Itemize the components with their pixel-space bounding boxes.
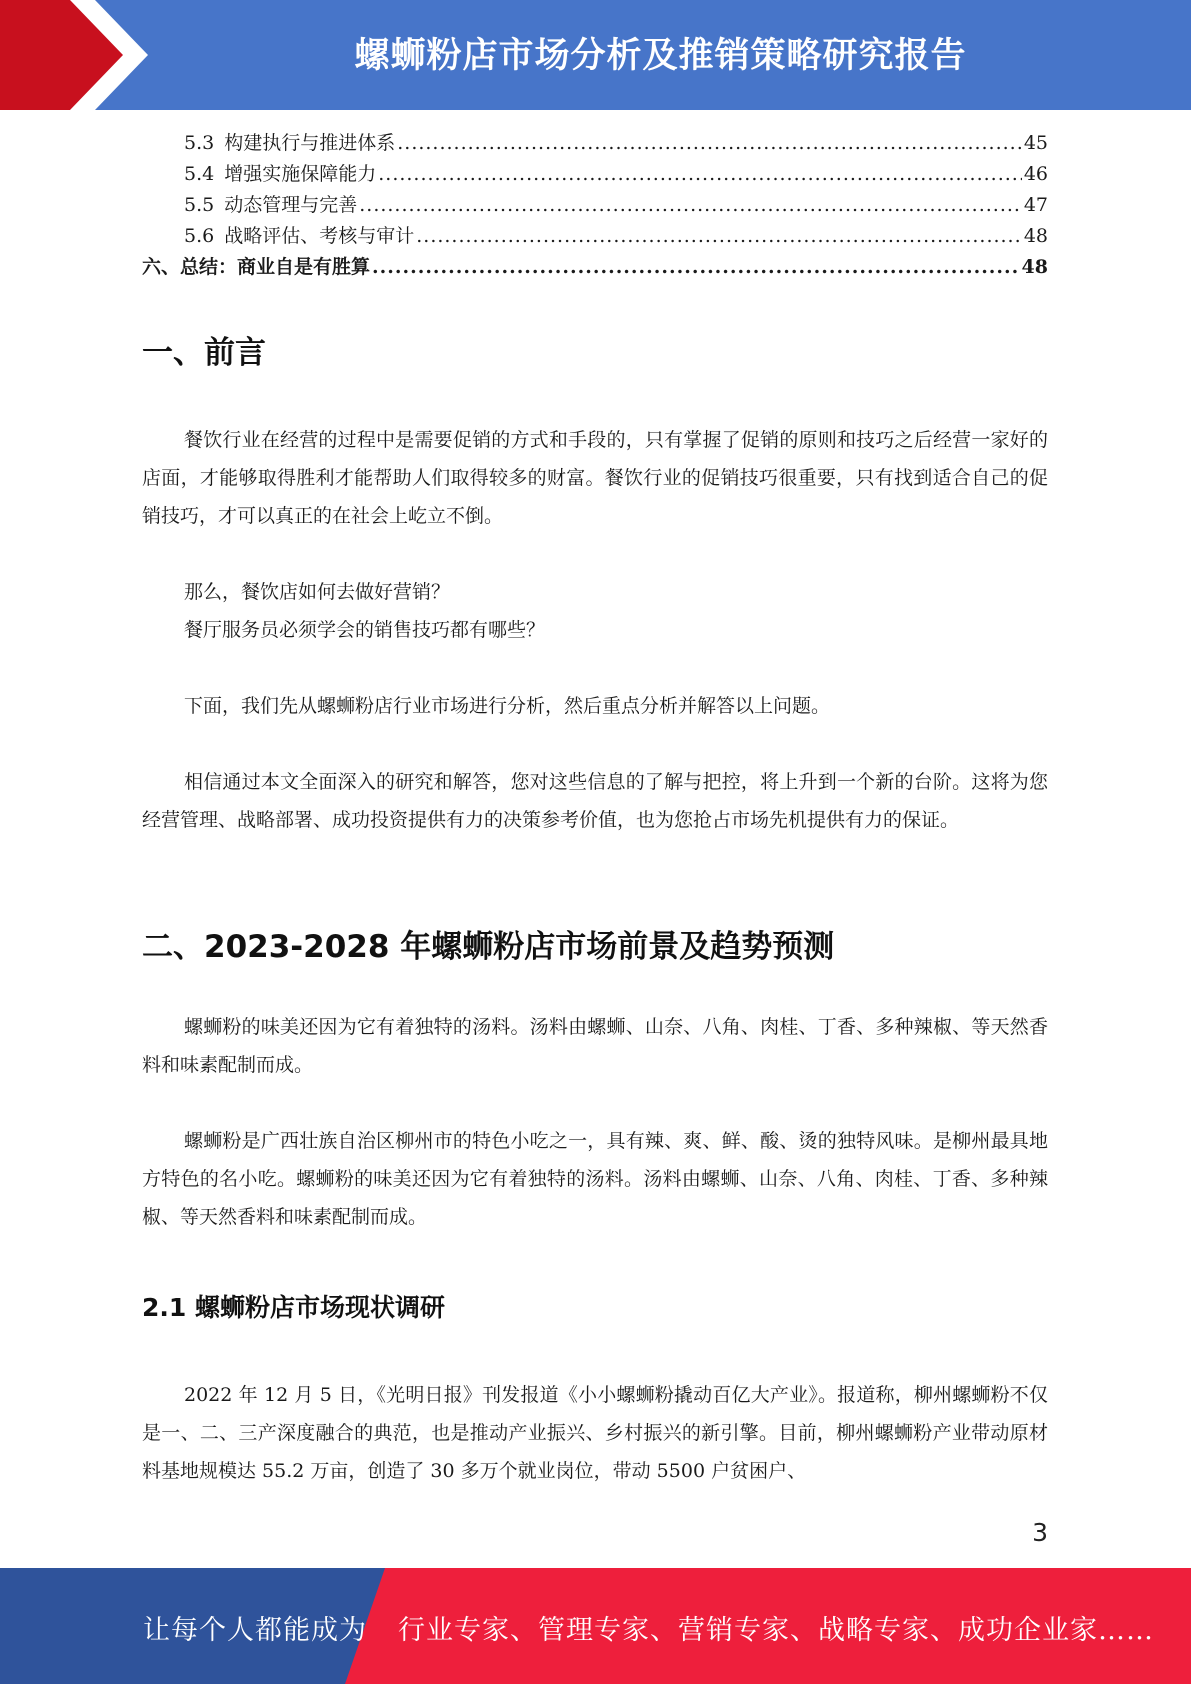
toc-entry[interactable] <box>142 159 1048 190</box>
toc-leader-dots <box>397 128 1022 159</box>
subsection-heading: 2.1 螺蛳粉店市场现状调研 <box>142 1293 445 1322</box>
paragraph: 餐饮行业在经营的过程中是需要促销的方式和手段的，只有掌握了促销的原则和技巧之后经营一家好的店面，才能够取得胜利才能帮助人们取得较多的财富。餐饮行业的促销技巧很重要，只有找到适合自己的促销技巧，才可以真正的在社会上屹立不倒。 <box>142 429 1048 527</box>
toc-number: 5.3 <box>184 132 215 154</box>
section-heading-forecast: 二、2023-2028 年螺蛳粉店市场前景及趋势预测 <box>142 929 835 965</box>
toc-entry[interactable] <box>142 190 1048 221</box>
question-line: 那么，餐饮店如何去做好营销？ <box>184 581 451 603</box>
toc-leader-dots <box>372 252 1020 283</box>
red-arrow-decoration <box>0 0 160 110</box>
paragraph: 下面，我们先从螺蛳粉店行业市场进行分析，然后重点分析并解答以上问题。 <box>184 695 831 717</box>
page-number: 3 <box>1032 1518 1048 1547</box>
toc-title: 战略评估、考核与审计 <box>224 225 415 247</box>
toc-leader-dots <box>378 159 1022 190</box>
footer-slogan-left: 让每个人都能成为 <box>143 1615 367 1646</box>
section-heading-preface: 一、前言 <box>142 335 266 371</box>
paragraph: 相信通过本文全面深入的研究和解答，您对这些信息的了解与把控，将上升到一个新的台阶。这将为您经营管理、战略部署、成功投资提供有力的决策参考价值，也为您抢占市场先机提供有力的保证。 <box>142 771 1048 831</box>
footer-banner <box>0 1568 1191 1684</box>
paragraph: 螺蛳粉的味美还因为它有着独特的汤料。汤料由螺蛳、山奈、八角、肉桂、丁香、多种辣椒、等天然香料和味素配制而成。 <box>142 1016 1048 1076</box>
toc-page: 48 <box>1021 256 1048 278</box>
toc-title: 动态管理与完善 <box>224 194 358 216</box>
report-title: 螺蛳粉店市场分析及推销策略研究报告 <box>354 36 967 76</box>
table-of-contents <box>142 128 1048 283</box>
paragraph: 螺蛳粉是广西壮族自治区柳州市的特色小吃之一，具有辣、爽、鲜、酸、烫的独特风味。是柳州最具地方特色的名小吃。螺蛳粉的味美还因为它有着独特的汤料。汤料由螺蛳、山奈、八角、肉桂、丁香、多种辣椒、等天然香料和味素配制而成。 <box>142 1130 1048 1228</box>
toc-number: 5.6 <box>184 225 215 247</box>
toc-page: 48 <box>1023 225 1048 247</box>
paragraph: 2022 年 12 月 5 日，《光明日报》刊发报道《小小螺蛳粉撬动百亿大产业》。报道称，柳州螺蛳粉不仅是一、二、三产深度融合的典范，也是推动产业振兴、乡村振兴的新引擎。目前，柳州螺蛳粉产业带动原材料基地规模达 55.2 万亩，创造了 30 多万个就业岗位，带动 5500 户贫困户、 <box>142 1384 1048 1482</box>
question-line: 餐厅服务员必须学会的销售技巧都有哪些？ <box>184 619 546 641</box>
toc-leader-dots <box>416 221 1022 252</box>
toc-number: 5.5 <box>184 194 215 216</box>
footer-slogan-right: 行业专家、管理专家、营销专家、战略专家、成功企业家…… <box>398 1615 1154 1646</box>
toc-entry[interactable] <box>142 128 1048 159</box>
toc-entry[interactable] <box>142 252 1048 283</box>
toc-title: 六、总结：商业自是有胜算 <box>142 256 371 278</box>
toc-leader-dots <box>359 190 1022 221</box>
toc-entry[interactable] <box>142 221 1048 252</box>
toc-page: 47 <box>1023 194 1048 216</box>
toc-title: 构建执行与推进体系 <box>224 132 396 154</box>
toc-number: 5.4 <box>184 163 215 185</box>
toc-page: 46 <box>1023 163 1048 185</box>
header-banner <box>0 0 1191 110</box>
toc-title: 增强实施保障能力 <box>224 163 377 185</box>
toc-page: 45 <box>1023 132 1048 154</box>
